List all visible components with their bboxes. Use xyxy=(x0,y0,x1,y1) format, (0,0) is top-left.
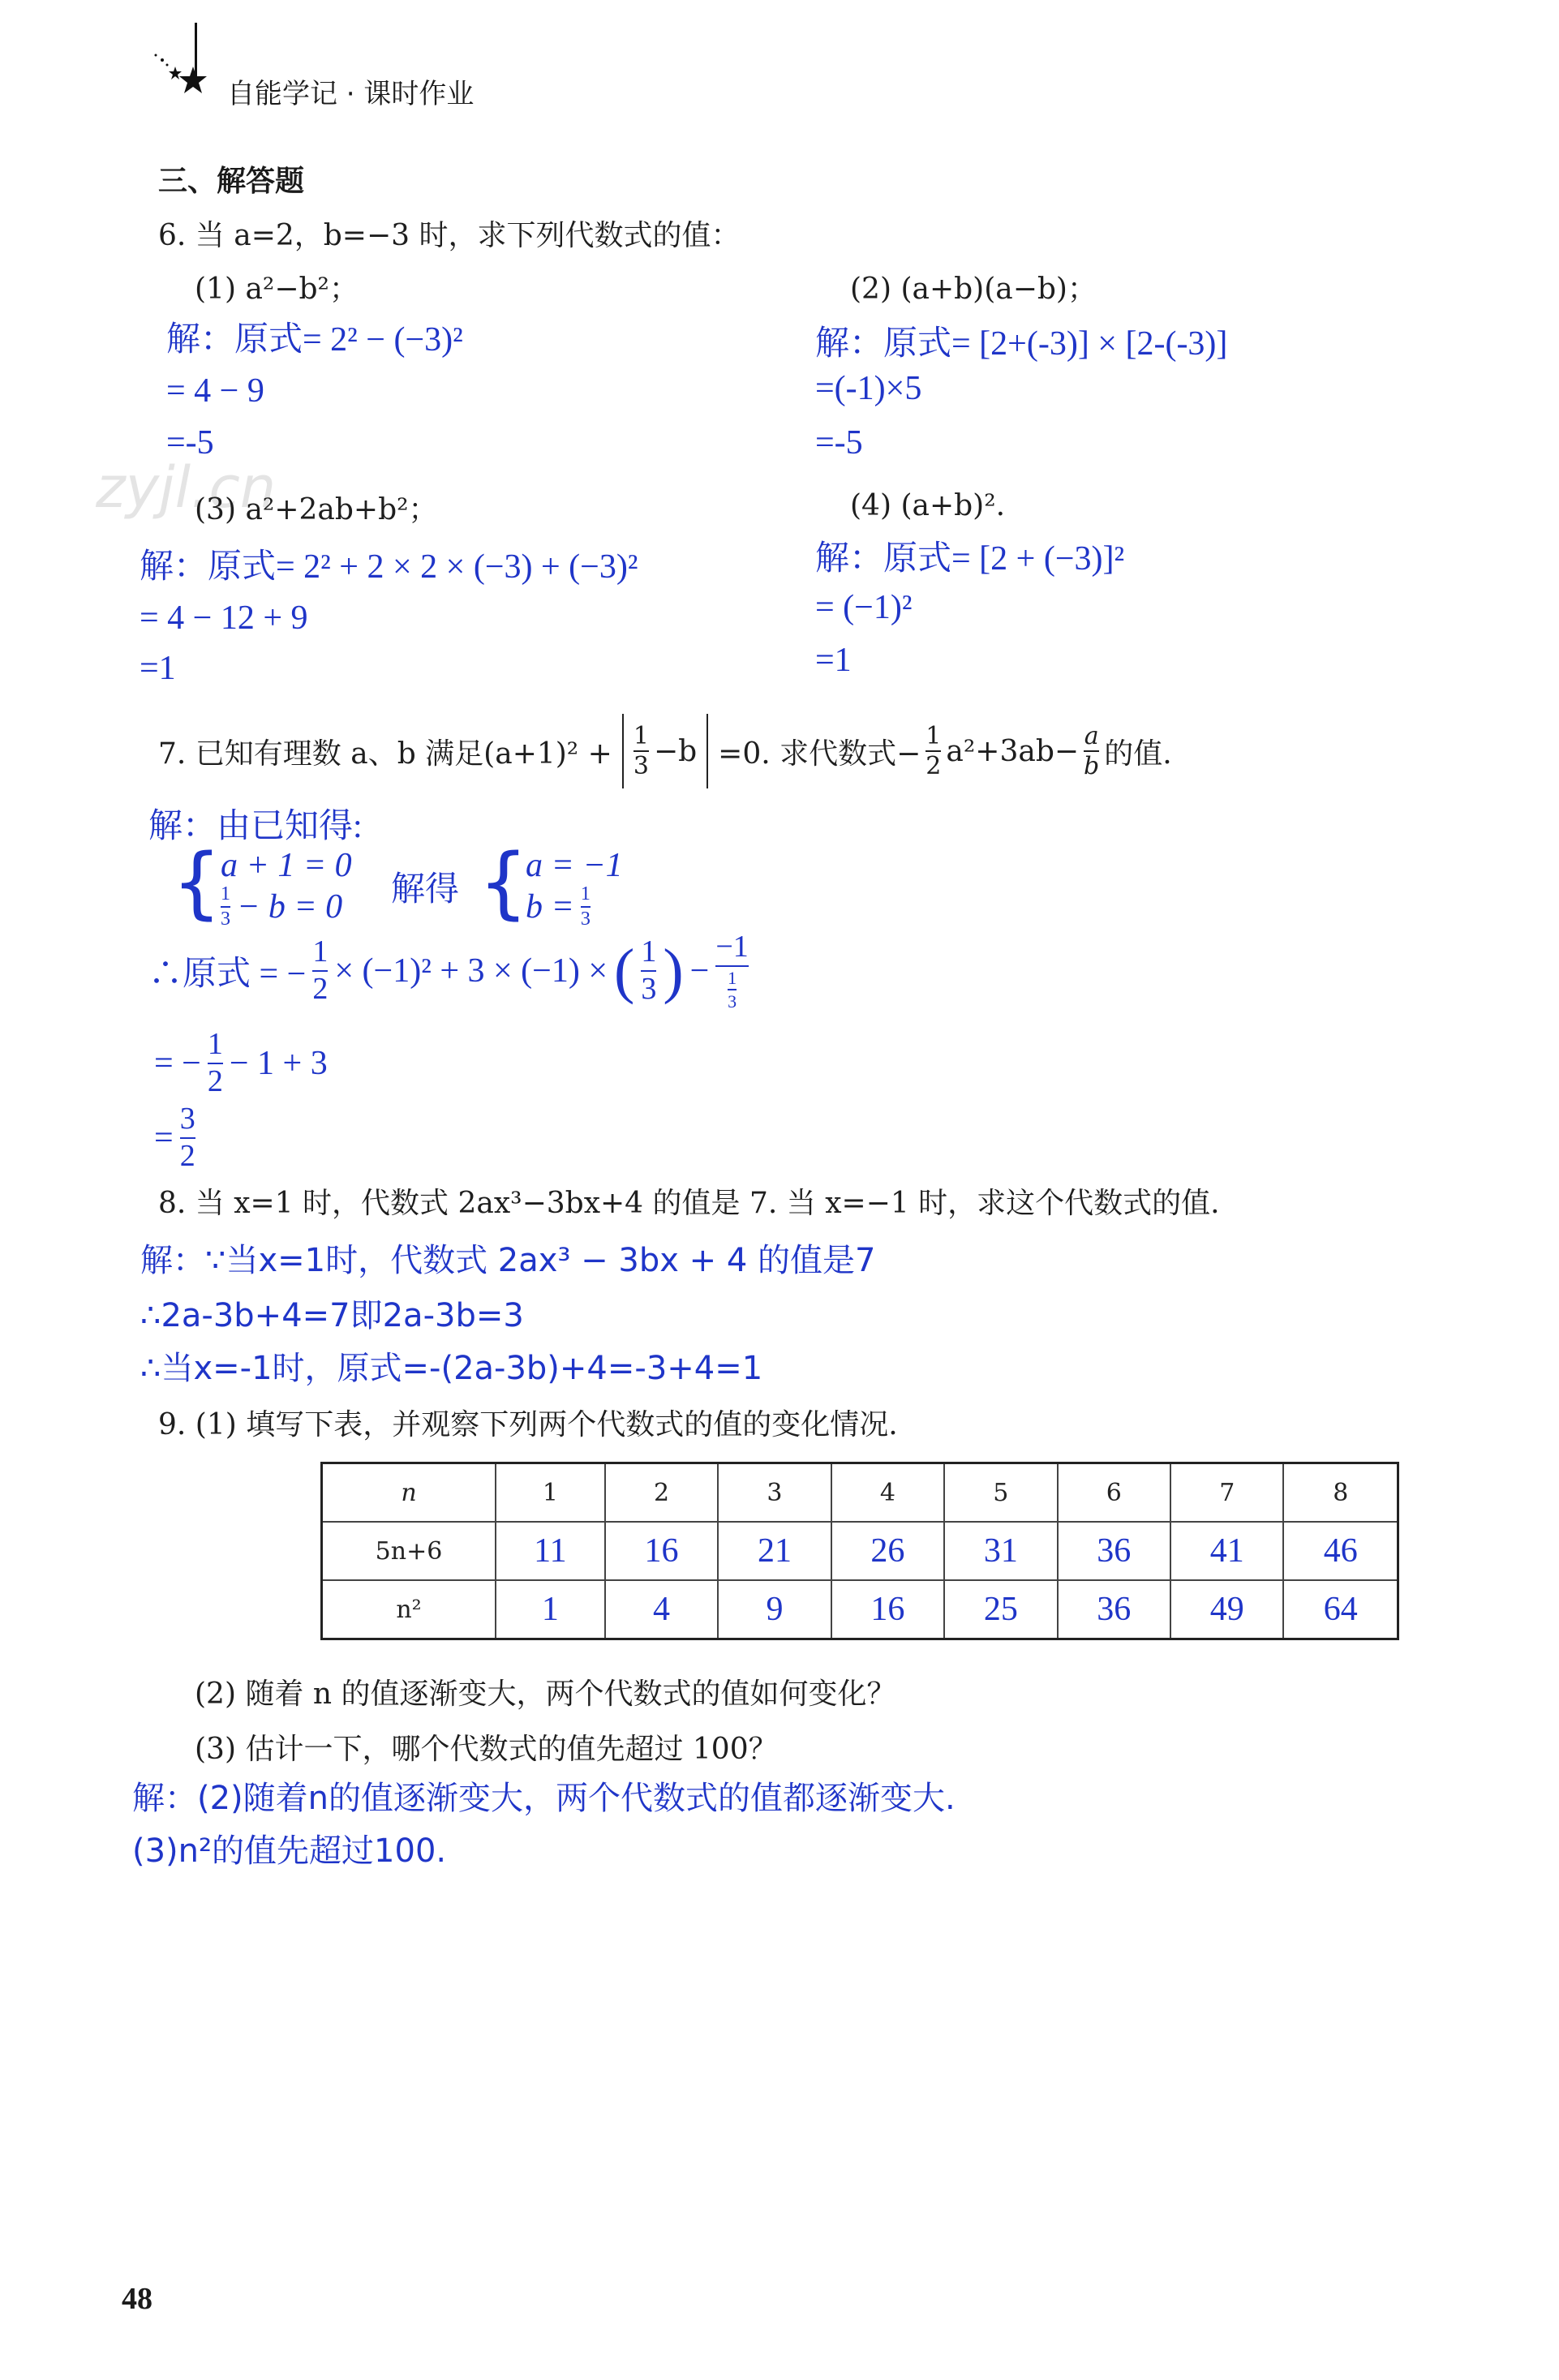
q7-system2-brace: { xyxy=(479,837,529,928)
q6-part2-ans-line3: =-5 xyxy=(815,424,863,462)
table-cell: 25 xyxy=(944,1580,1057,1639)
q7-system2-line2 xyxy=(526,884,591,930)
q8-ans-line2: ∴2a-3b+4=7即2a-3b=3 xyxy=(140,1297,524,1334)
q9-part3-prompt: (3) 估计一下，哪个代数式的值先超过 100？ xyxy=(195,1733,778,1766)
q7-system2-frac xyxy=(581,884,591,930)
q6-part1-ans-line2: = 4 − 9 xyxy=(166,372,264,410)
q7-line4-result xyxy=(180,1103,195,1173)
q7-solve-label: 解得 xyxy=(391,871,460,909)
q7-system1-frac xyxy=(221,884,230,930)
stars-icon xyxy=(146,49,211,105)
table-header-cell: 6 xyxy=(1058,1463,1170,1523)
table-header-row xyxy=(322,1463,1398,1523)
q7-ab-num: a xyxy=(1084,721,1099,750)
q7-prompt-a: 7. 已知有理数 a、b 满足(a+1)² + xyxy=(158,737,612,771)
q7-abs-frac xyxy=(633,721,649,780)
q7-line4-result-num: 3 xyxy=(179,1102,195,1136)
q6-part1-ans-line3: =-5 xyxy=(166,424,214,462)
q6-part3-ans-line3: =1 xyxy=(140,650,176,687)
table-row-label: 5n+6 xyxy=(322,1522,496,1580)
q7-system1-frac-num: 1 xyxy=(221,883,230,904)
q7-system1-brace: { xyxy=(172,837,222,928)
q7-abs-bar-right xyxy=(706,714,708,788)
q7-line2-inner-frac xyxy=(728,969,737,1011)
q7-line3-b: − 1 + 3 xyxy=(229,1044,328,1082)
q9-part2-prompt: (2) 随着 n 的值逐渐变大，两个代数式的值如何变化？ xyxy=(195,1678,896,1711)
q7-prompt xyxy=(158,714,1172,788)
q7-line2-third-den: 3 xyxy=(641,972,657,1007)
value-table xyxy=(320,1462,1399,1640)
q7-line2-half-num: 1 xyxy=(312,934,329,969)
q7-line3-half-den: 2 xyxy=(207,1063,223,1098)
table-cell: 31 xyxy=(944,1522,1057,1580)
q9-prompt: 9. (1) 填写下表，并观察下列两个代数式的值的变化情况. xyxy=(158,1408,898,1441)
q7-prompt-d: 的值. xyxy=(1104,737,1172,771)
q7-ans-intro: 解：由已知得: xyxy=(148,808,363,845)
q7-system1-frac-bar xyxy=(221,906,230,908)
table-header-cell: 4 xyxy=(831,1463,944,1523)
q7-system1-line2 xyxy=(221,884,342,930)
q7-ans-line4 xyxy=(154,1103,195,1173)
q7-half-den: 2 xyxy=(926,752,942,780)
watermark: zyjl.cn xyxy=(96,454,277,521)
q7-line4-a: = xyxy=(154,1119,174,1157)
q7-line2-paren-right: ) xyxy=(663,936,684,1005)
page-number: 48 xyxy=(122,2282,152,2316)
section-title: 三、解答题 xyxy=(158,165,305,198)
q7-line2-compound-den xyxy=(715,969,748,1011)
q7-line2-paren-left: ( xyxy=(614,936,635,1005)
q7-line2-a: ∴原式 = − xyxy=(148,956,307,994)
q7-line2-c: − xyxy=(689,952,710,990)
q7-line2-half xyxy=(312,936,328,1006)
q7-half-num: 1 xyxy=(926,721,942,750)
q7-line2-third xyxy=(641,936,656,1006)
q7-prompt-b: =0. 求代数式− xyxy=(718,737,921,771)
table-header-cell: 3 xyxy=(718,1463,831,1523)
q7-line2-compound-bar xyxy=(715,965,748,967)
q8-ans-line1: 解：∵当x=1时，代数式 2ax³ − 3bx + 4 的值是7 xyxy=(140,1242,876,1279)
q9-ans-line1: 解：(2)随着n的值逐渐变大，两个代数式的值都逐渐变大. xyxy=(132,1780,956,1817)
q6-part4-ans-line2: = (−1)² xyxy=(815,589,913,626)
q6-part2-ans-line2: =(-1)×5 xyxy=(815,370,922,407)
table-cell: 16 xyxy=(831,1580,944,1639)
q7-abs-bar-left xyxy=(622,714,624,788)
q6-part1-label: (1) a²−b²； xyxy=(195,273,359,306)
q7-prompt-c: a²+3ab− xyxy=(946,734,1080,768)
q7-system1-line2-tail: − b = 0 xyxy=(237,888,343,926)
q7-system2-frac-num: 1 xyxy=(580,883,591,904)
table-cell: 11 xyxy=(496,1522,605,1580)
q8-prompt: 8. 当 x=1 时，代数式 2ax³−3bx+4 的值是 7. 当 x=−1 时，求这个代数式的值. xyxy=(158,1187,1220,1220)
q7-half-frac xyxy=(926,721,942,780)
q6-part4-ans-line3: =1 xyxy=(815,642,852,679)
q7-line3-half xyxy=(208,1029,223,1098)
table-header-cell: 8 xyxy=(1283,1463,1398,1523)
q6-part2-ans-line1: 解：原式= [2+(-3)] × [2-(-3)] xyxy=(815,325,1228,363)
q7-line3-a: = − xyxy=(154,1044,201,1082)
q7-ab-frac xyxy=(1084,721,1100,780)
q7-line2-inner-den: 3 xyxy=(728,990,737,1012)
q7-system2-frac-bar xyxy=(581,906,591,908)
table-cell: 46 xyxy=(1283,1522,1398,1580)
table-cell: 49 xyxy=(1170,1580,1283,1639)
q7-ab-den: b xyxy=(1084,752,1100,780)
q7-line4-result-den: 2 xyxy=(179,1138,195,1173)
q7-line2-third-num: 1 xyxy=(641,934,657,969)
table-header-cell: 5 xyxy=(944,1463,1057,1523)
q7-system1-frac-den: 3 xyxy=(221,909,230,930)
table-row xyxy=(322,1522,1398,1580)
table-header-cell: n xyxy=(322,1463,496,1523)
q7-system1-line1: a + 1 = 0 xyxy=(221,847,352,884)
table-cell: 4 xyxy=(605,1580,718,1639)
q6-part4-ans-line1: 解：原式= [2 + (−3)]² xyxy=(815,540,1125,578)
table-cell: 9 xyxy=(718,1580,831,1639)
q7-system2-line2-head: b = xyxy=(526,888,574,926)
q6-part4-label: (4) (a+b)². xyxy=(850,489,1006,522)
q7-abs-num: 1 xyxy=(633,721,649,750)
q6-part1-ans-line1: 解：原式= 2² − (−3)² xyxy=(166,321,463,359)
q7-ans-line3 xyxy=(154,1029,328,1098)
table-row-label: n² xyxy=(322,1580,496,1639)
q7-system2-line1: a = −1 xyxy=(526,847,623,884)
q6-part3-ans-line1: 解：原式= 2² + 2 × 2 × (−3) + (−3)² xyxy=(140,548,638,586)
table-header-cell: 2 xyxy=(605,1463,718,1523)
table-row xyxy=(322,1580,1398,1639)
q7-line2-inner-num: 1 xyxy=(728,967,737,988)
table-cell: 41 xyxy=(1170,1522,1283,1580)
table-cell: 26 xyxy=(831,1522,944,1580)
table-cell: 16 xyxy=(605,1522,718,1580)
table-cell: 36 xyxy=(1058,1580,1170,1639)
q7-line2-compound-num: −1 xyxy=(715,930,749,964)
q7-line2-b: × (−1)² + 3 × (−1) × xyxy=(334,952,608,990)
q7-ans-line2 xyxy=(148,931,749,1011)
q9-ans-line2: (3)n²的值先超过100. xyxy=(132,1832,447,1870)
q6-part3-ans-line2: = 4 − 12 + 9 xyxy=(140,599,308,637)
q7-system2-frac-den: 3 xyxy=(580,909,591,930)
q8-ans-line3: ∴当x=-1时，原式=-(2a-3b)+4=-3+4=1 xyxy=(140,1350,763,1387)
q7-line2-compound-frac xyxy=(715,931,748,1011)
q6-part2-label: (2) (a+b)(a−b)； xyxy=(850,273,1097,306)
q7-abs-den: 3 xyxy=(633,752,649,780)
q6-part3-label: (3) a²+2ab+b²； xyxy=(195,493,438,526)
table-cell: 36 xyxy=(1058,1522,1170,1580)
q7-line2-half-den: 2 xyxy=(312,972,329,1007)
q7-line3-half-num: 1 xyxy=(207,1027,223,1061)
table-header-cell: 1 xyxy=(496,1463,605,1523)
q6-prompt: 6. 当 a=2，b=−3 时，求下列代数式的值： xyxy=(158,219,741,252)
table-header-cell: 7 xyxy=(1170,1463,1283,1523)
header-title: 自能学记 · 课时作业 xyxy=(227,78,475,110)
table-cell: 64 xyxy=(1283,1580,1398,1639)
table-cell: 21 xyxy=(718,1522,831,1580)
table-cell: 1 xyxy=(496,1580,605,1639)
q7-line2-inner-bar xyxy=(728,989,737,990)
q7-abs-rest: −b xyxy=(653,734,698,768)
